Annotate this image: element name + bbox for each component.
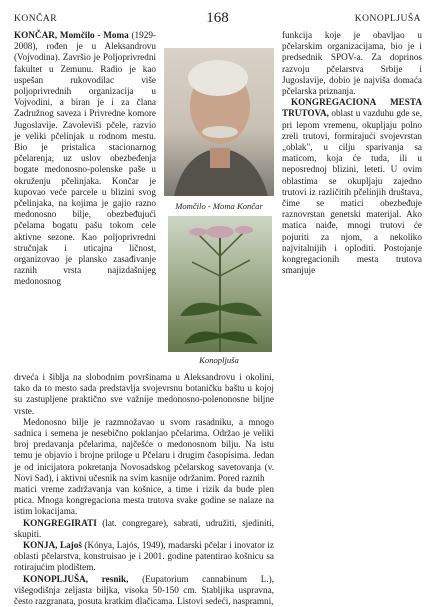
page-number: 168 bbox=[206, 10, 229, 26]
paragraph-bottom-2: Medonosno bilje je razmnožavao u svom rasadniku, a mnogo sadnica i semena je nesebično poklanjao pčelarima. Održao je veliki broj predavanja pčelarima, najčešće o medonosnom bilju. Na istu temu je objavio i brojne priloge u Pčelaru i drugim časopisima. Jedan je od inicijatora pokretanja Novosadskog pčelarskog savetovanja (v. Novi Sad), i aktivni učesnik na svim kasnije održanim. Pored raznih bbox=[14, 416, 274, 483]
entry-text-konopljusa: (Eupatorium cannabinum L.), višegodišnja zeljasta biljka, visoka 50-150 cm. Stabljika uspravna, često razgranata, posuta kratkim dlačicama. Listovi sedeći, naspramni, bbox=[14, 573, 275, 607]
header-right: KONOPLJUŠA bbox=[354, 14, 421, 24]
entry-head-kongregaciona: KONGREGACIONA MESTA TRUTOVA, bbox=[282, 97, 422, 119]
entry-text-kongregaciona: oblast u vazduhu gde se, pri lepom vremenu, okupljaju polno zreli trutovi, formirajući svojevrstan „oblak", u cilju sparivanja sa maticom, koja će tuda, ili u neposrednoj blizini, leteti. U ovim oblastima se okupljaju zajedno trutovi iz različitih pčelinjih društava, čime se matici obezbeđuje raznovrstan genetski materijal. Ako matica naiđe, mnogi trutovi će pojuriti za njom, a nekoliko najvitalnijih i oploditi. Postojanje kongregacionih mesta trutova smanjuje bbox=[282, 108, 422, 276]
entry-head-konopljusa: KONOPLJUŠA, resnik, bbox=[23, 573, 129, 584]
paragraph-bottom-3: matici vreme zadržavanja van košnice, a time i rizik da bude plen ptica. Mnoga kongregaciona mesta trutova svake godine se nalaze na istim lokacijama. bbox=[14, 484, 274, 517]
entry-text-koncar: (1929-2008), rođen je u Aleksandrovu (Vojvodina). Završio je Poljoprivredni fakultet u Zemunu. Radio je kao uspešan rukovodilac više poljoprivrednih organizacija u Vojvodini, a biran je i za člana Zadružnog saveza i Privredne komore Jugoslavije. Zavoleviši pčele, razvio je veliki pčelinjak u rodnom mestu. Bio je pristalica stacionarnog pčelarenja, uz uslov obezbeđenja bogate medonosno-polenske paše u okruženju pčelinjaka. Končar je kupovao veće parcele u blizini svog pčelinjaka, na kojima je gajio razno medonosno bilje, obezbeđujući pčelama bogatu pašu tokom cele aktivne sezone. Kao poljoprivredni stručnjak i uticajna ličnost, organizovao je plansko zasađivanje raznih vrsta najizdašnijeg medonosnog bbox=[14, 30, 156, 287]
column-bottom bbox=[14, 372, 275, 607]
column-right bbox=[282, 30, 422, 370]
plant-photo bbox=[168, 216, 272, 352]
paragraph-bottom-1: drveća i šiblja na slobodnim površinama u Aleksandrovu i okolini, tako da to mesto sada predstavlja svojevrsnu botaničku baštu u kojoj su zastupljene praktično sve važnije medonosno-polenonosne biljne vrste. bbox=[14, 372, 274, 416]
column-left bbox=[14, 30, 156, 370]
entry-text-konja: (Kónya, Lajós, 1949), madarski pčelar i inovator iz oblasti pčelarstva, konstruisao je i 2001. godine patentirao košnicu sa rotirajućim plodištem. bbox=[14, 540, 275, 573]
portrait-photo bbox=[164, 48, 274, 196]
entry-head-konja: KONJA, Lajoš bbox=[23, 540, 82, 551]
caption-plant: Konopljuša bbox=[199, 355, 239, 365]
paragraph-continuation: funkcija koje je obavljao u pčelarskim organizacijama, bio je i predsednik SPOV-a. Za doprinos razvoju pčelarstva Srbije i Jugoslavije, dobio je najviša domaća pčelarska priznanja. bbox=[282, 30, 422, 97]
header-left: KONČAR bbox=[14, 14, 58, 24]
page-header bbox=[14, 10, 421, 32]
entry-head-kongregirati: KONGREGIRATI bbox=[23, 517, 97, 528]
entry-text-kongregirati: (lat. congregare), sabrati, udružiti, sjediniti, skupiti. bbox=[14, 517, 274, 539]
entry-head-koncar: KONČAR, Momčilo - Moma bbox=[14, 30, 129, 40]
caption-portrait: Momčilo - Moma Končar bbox=[175, 201, 263, 211]
